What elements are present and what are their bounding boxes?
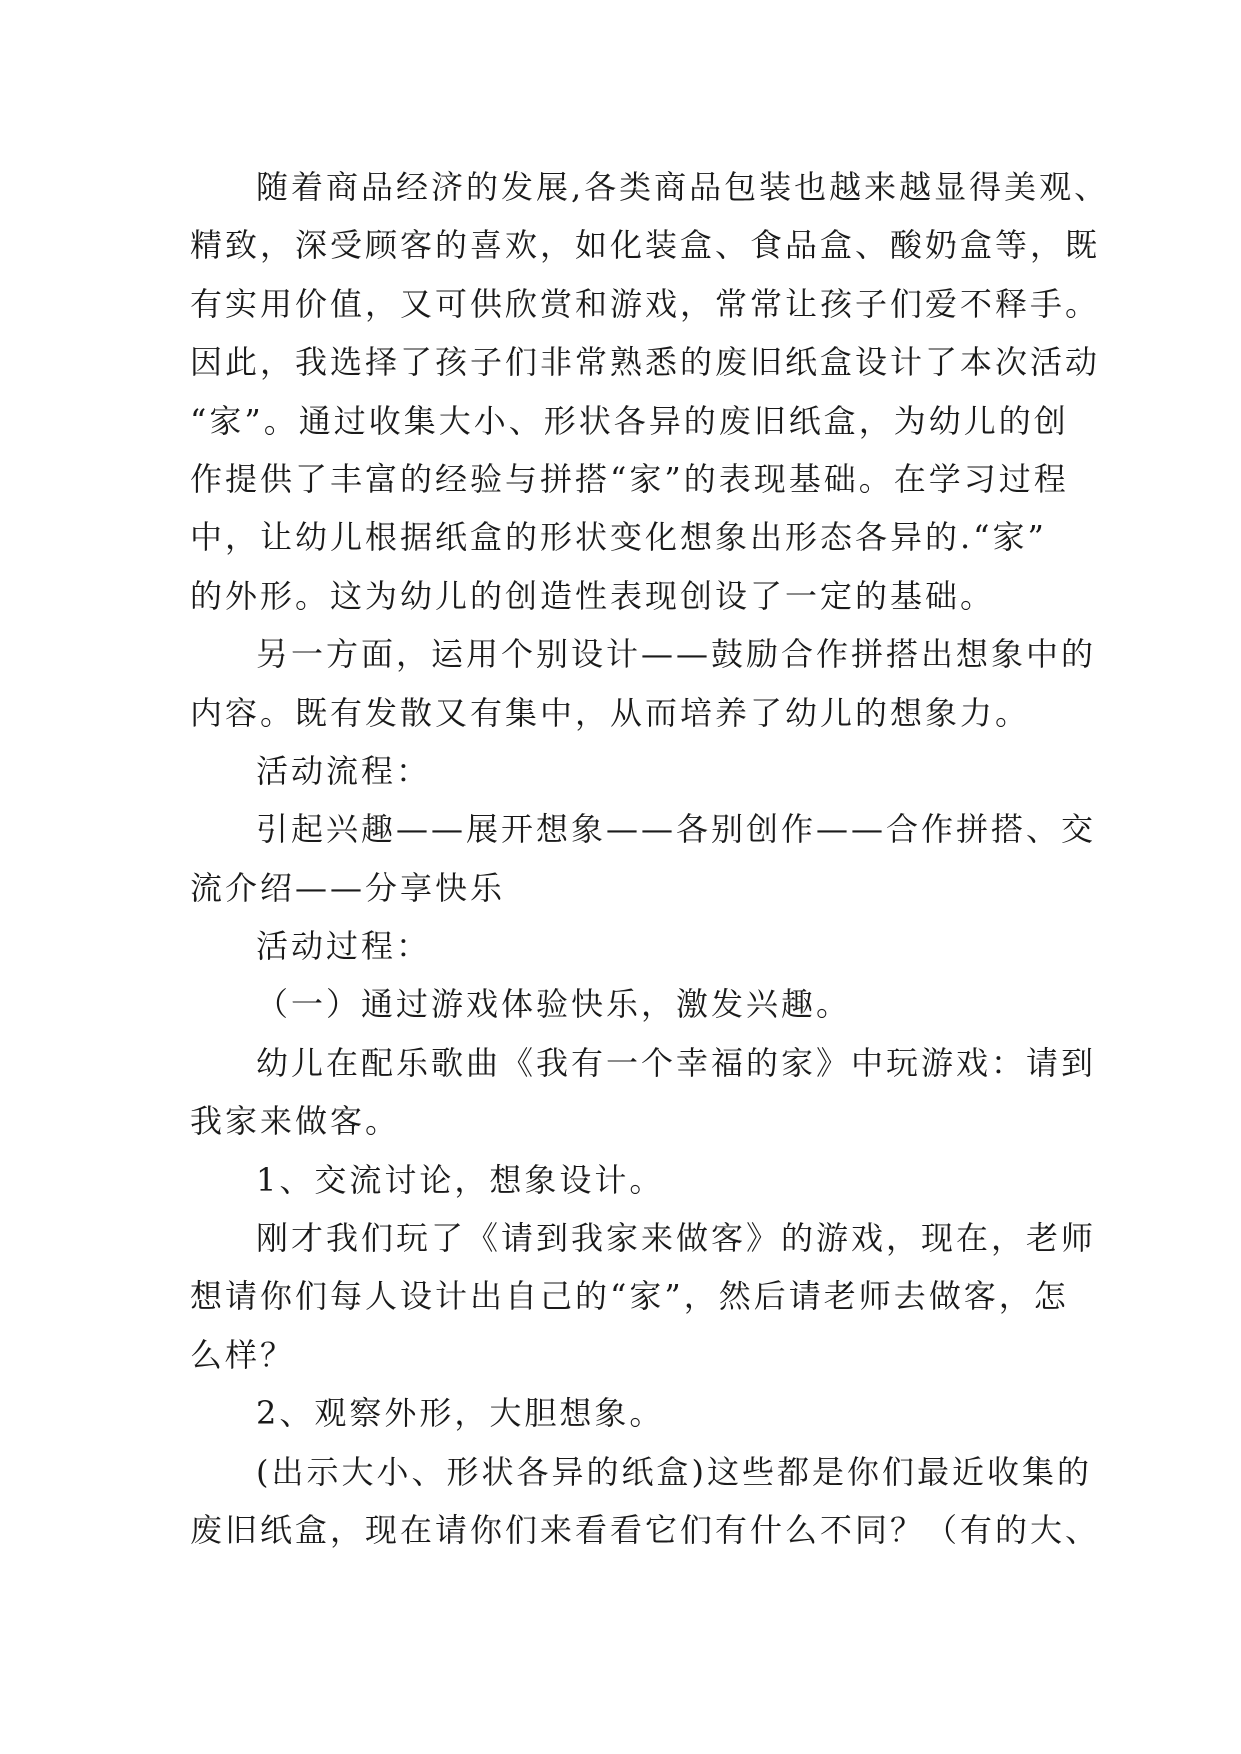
text-line: 么样？ xyxy=(190,1335,296,1374)
text-line: 的外形。这为幼儿的创造性表现创设了一定的基础。 xyxy=(190,576,996,615)
text-line: 流介绍——分享快乐 xyxy=(190,868,506,907)
section-heading: 活动流程： xyxy=(256,751,432,790)
text-line: 有实用价值，又可供欣赏和游戏，常常让孩子们爱不释手。 xyxy=(190,284,1101,323)
text-line: 随着商品经济的发展,各类商品包装也越来越显得美观、 xyxy=(256,168,1110,206)
text-line: 中，让幼儿根据纸盒的形状变化想象出形态各异的.“家” xyxy=(190,518,1047,557)
text-line: 我家来做客。 xyxy=(190,1102,401,1141)
text-line: 刚才我们玩了《请到我家来做客》的游戏，现在，老师 xyxy=(256,1219,1097,1258)
text-line: 精致，深受顾客的喜欢，如化装盒、食品盒、酸奶盒等，既 xyxy=(190,226,1101,265)
text-line: “家”。通过收集大小、形状各异的废旧纸盒，为幼儿的创 xyxy=(190,401,1069,440)
step-heading: 2、观察外形，大胆想象。 xyxy=(256,1394,665,1433)
step-heading: （一）通过游戏体验快乐，激发兴趣。 xyxy=(256,985,852,1024)
text-line: (出示大小、形状各异的纸盒)这些都是你们最近收集的 xyxy=(256,1452,1092,1491)
document-body xyxy=(190,158,1110,1559)
text-line: 因此，我选择了孩子们非常熟悉的废旧纸盒设计了本次活动 xyxy=(190,343,1101,382)
text-line: 废旧纸盒，现在请你们来看看它们有什么不同？（有的大、 xyxy=(190,1510,1101,1549)
step-heading: 1、交流讨论，想象设计。 xyxy=(256,1160,665,1199)
text-line: 内容。既有发散又有集中，从而培养了幼儿的想象力。 xyxy=(190,693,1031,732)
text-line: 另一方面，运用个别设计——鼓励合作拼搭出想象中的 xyxy=(256,635,1097,674)
text-line: 幼儿在配乐歌曲《我有一个幸福的家》中玩游戏：请到 xyxy=(256,1043,1097,1082)
section-heading: 活动过程： xyxy=(256,927,432,966)
text-line: 作提供了丰富的经验与拼搭“家”的表现基础。在学习过程 xyxy=(190,459,1069,498)
text-line: 引起兴趣——展开想象——各别创作——合作拼搭、交 xyxy=(256,810,1097,849)
text-line: 想请你们每人设计出自己的“家”，然后请老师去做客，怎 xyxy=(190,1277,1069,1316)
